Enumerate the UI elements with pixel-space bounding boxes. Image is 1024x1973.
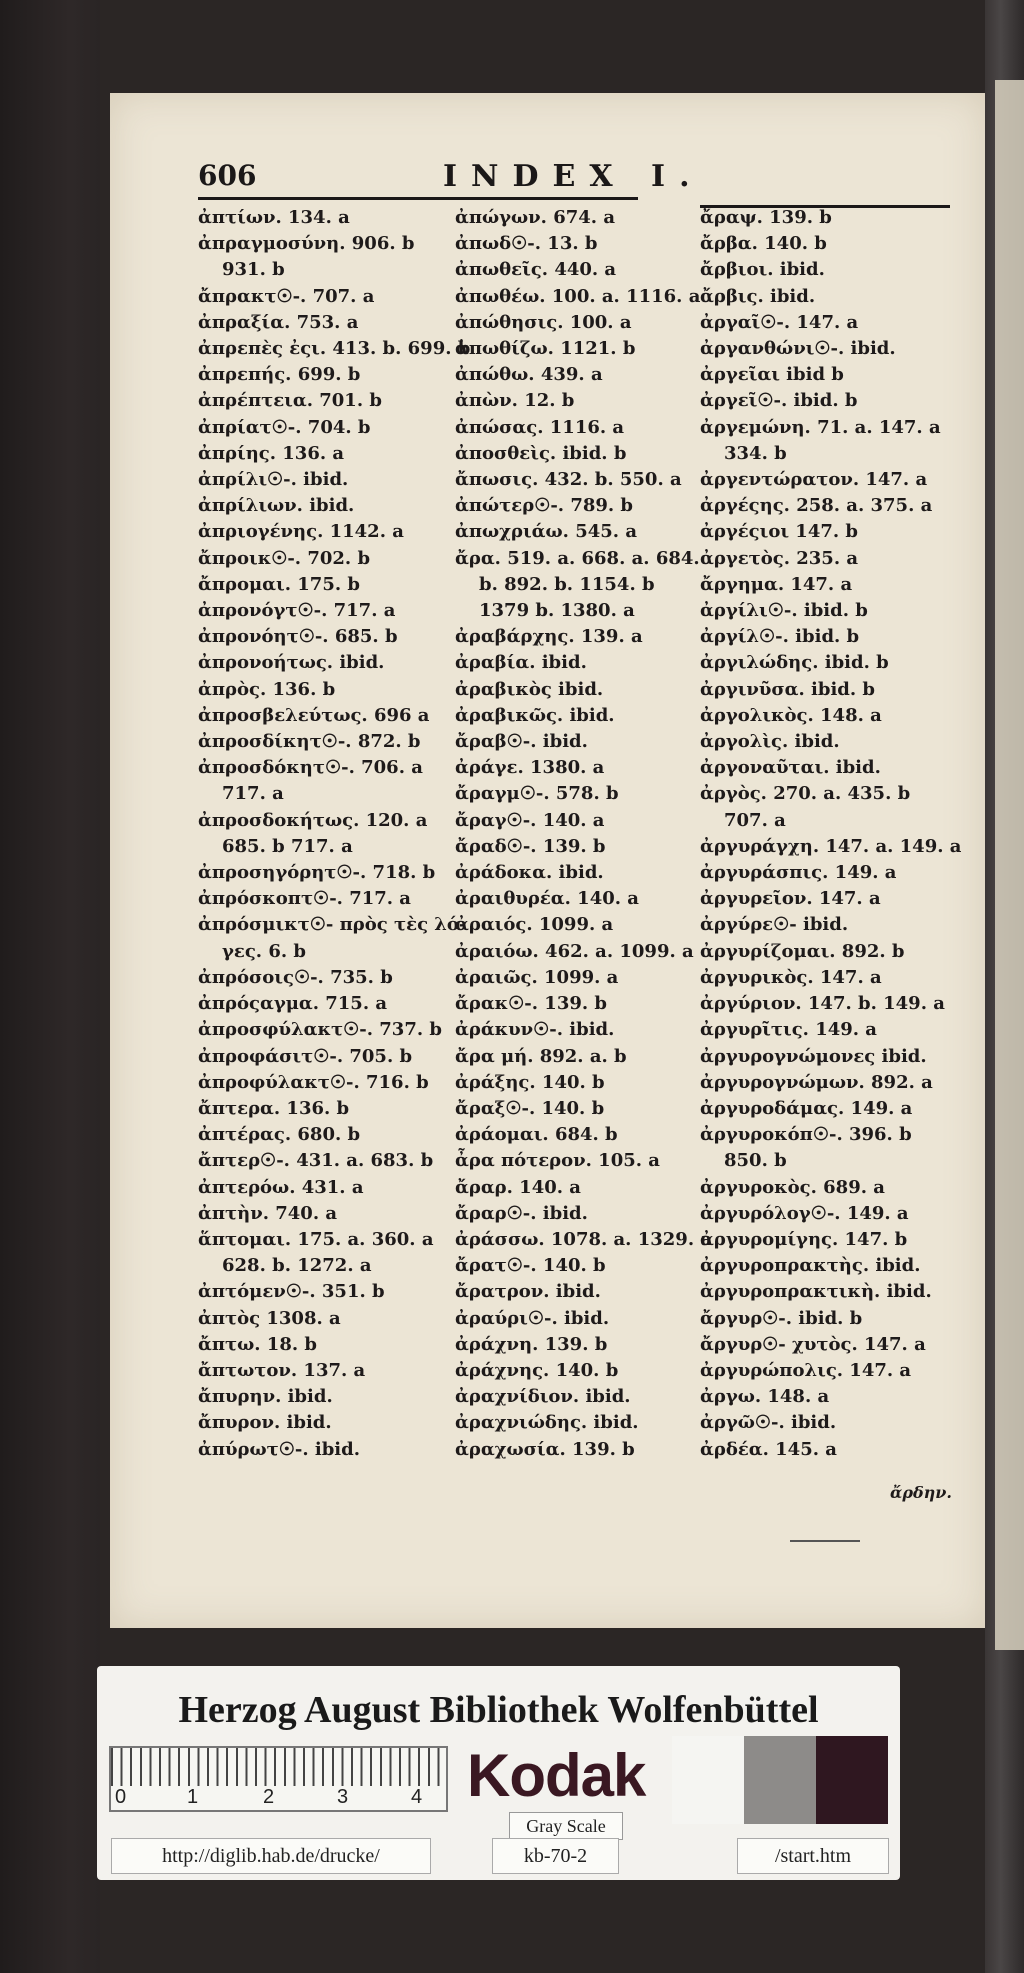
index-entry: ἀραβικὸς ibid.	[455, 678, 604, 700]
index-entry: ἀράκυν☉-. ibid.	[455, 1019, 615, 1041]
gray-swatch-dark	[816, 1736, 888, 1824]
index-entry: ἀργυροπρακτὴς. ibid.	[700, 1255, 921, 1277]
url-label-id: kb-70-2	[492, 1838, 619, 1874]
index-entry: ἀπτὸς 1308. a	[198, 1307, 341, 1329]
index-entry: ἄραψ. 139. b	[700, 207, 832, 228]
index-entry: ἀπτερόω. 431. a	[198, 1176, 364, 1198]
running-title: INDEX I.	[443, 159, 704, 194]
index-entry: b. 892. b. 1154. b	[479, 573, 655, 595]
ruler-number: 4	[411, 1786, 423, 1808]
index-entry: ἀργῶ☉-. ibid.	[700, 1412, 837, 1434]
index-entry: ἀργεντώρατον. 147. a	[700, 469, 928, 491]
ruler-number: 1	[187, 1786, 199, 1808]
index-entry: ἀπροφάσιτ☉-. 705. b	[198, 1045, 413, 1067]
index-entry: ἀράχνη. 139. b	[455, 1333, 608, 1355]
index-entry: ἀργυρόλογ☉-. 149. a	[700, 1202, 909, 1224]
index-entry: ἀπρόςαγμα. 715. a	[198, 993, 388, 1015]
index-entry: ἀράξης. 140. b	[455, 1071, 605, 1093]
index-entry: ἄραβ☉-. ibid.	[455, 731, 588, 753]
index-entry: ἀργυροκόπ☉-. 396. b	[700, 1124, 912, 1146]
index-entry: ἄρα. 519. a. 668. a. 684.	[455, 547, 700, 569]
index-entry: ἀργυροκὸς. 689. a	[700, 1176, 885, 1198]
index-entry: ἀράγε. 1380. a	[455, 757, 605, 779]
index-entry: ἀραιός. 1099. a	[455, 914, 614, 936]
index-entry: ἀργυράγχη. 147. a. 149. a	[700, 835, 962, 857]
index-entry: ἀπρόσκοπτ☉-. 717. a	[198, 888, 411, 910]
index-entry: ἄπροικ☉-. 702. b	[198, 547, 371, 569]
index-entry: ἀργυρῖτις. 149. a	[700, 1019, 877, 1041]
index-entry: ἄρβις. ibid.	[700, 285, 816, 307]
index-entry: ἀργιλώδης. ibid. b	[700, 652, 889, 674]
index-entry: ἄρατρον. ibid.	[455, 1281, 601, 1303]
index-entry: ἀργετὸς. 235. a	[700, 547, 859, 569]
index-entry: γες. 6. b	[222, 940, 306, 962]
index-entry: ἀραιόω. 462. a. 1099. a	[455, 940, 694, 962]
index-entry: ἀργίλ☉-. ibid. b	[700, 626, 860, 648]
url-label-left: http://diglib.hab.de/drucke/	[111, 1838, 431, 1874]
index-entry: ἀπρόσμικτ☉- πρὸς τὲς λό-	[198, 914, 467, 936]
color-target-card	[97, 1666, 900, 1880]
library-title: Herzog August Bibliothek Wolfenbüttel	[178, 1689, 819, 1731]
index-entry: 707. a	[724, 809, 786, 831]
index-entry: ἀπωθίζω. 1121. b	[455, 338, 636, 360]
index-entry: ἄπρακτ☉-. 707. a	[198, 285, 375, 307]
index-entry: ἀπρίλιων. ibid.	[198, 495, 355, 517]
index-entry: 1379 b. 1380. a	[479, 600, 635, 622]
index-entry: ἀπωθεῖς. 440. a	[455, 259, 617, 281]
index-entry: ἀργυροδάμας. 149. a	[700, 1097, 913, 1119]
index-entry: ἄπωσις. 432. b. 550. a	[455, 469, 682, 491]
index-entry: ἀργυρογνώμων. 892. a	[700, 1071, 933, 1093]
index-entry: ἀργυρεῖον. 147. a	[700, 888, 881, 910]
index-entry: ἀποσθεὶς. ibid. b	[455, 442, 627, 464]
index-entry: ἀραχνιώδης. ibid.	[455, 1412, 639, 1434]
catchword: ἄρδην.	[890, 1483, 952, 1502]
ruler-number: 3	[337, 1786, 349, 1808]
ruler-ticks	[111, 1748, 446, 1786]
index-entry: ἄργυρ☉- χυτὸς. 147. a	[700, 1333, 926, 1355]
index-entry: ἀργύριον. 147. b. 149. a	[700, 993, 945, 1015]
index-entry: ἄργημα. 147. a	[700, 573, 853, 595]
index-entry: ἀργεῖαι ibid b	[700, 364, 844, 386]
index-entry: ἄργυρ☉-. ibid. b	[700, 1307, 863, 1329]
index-entry: ἀπρὸς. 136. b	[198, 678, 336, 700]
index-entry: ἅπτομαι. 175. a. 360. a	[198, 1228, 434, 1250]
index-entry: ἀπρίλι☉-. ibid.	[198, 469, 349, 491]
index-entry: ἀπρονοήτως. ibid.	[198, 652, 385, 674]
index-entry: ἄπτωτον. 137. a	[198, 1359, 366, 1381]
index-entry: ἀργυράσπις. 149. a	[700, 862, 897, 884]
index-entry: ἀραιθυρέα. 140. a	[455, 888, 639, 910]
index-entry: ἀργυροπρακτικὴ. ibid.	[700, 1281, 932, 1303]
index-entry: ἀργέςιοι 147. b	[700, 521, 858, 543]
index-entry: ἄρατ☉-. 140. b	[455, 1255, 606, 1277]
index-entry: ἀράσσω. 1078. a. 1329. a	[455, 1228, 713, 1250]
index-entry: ἀπώσας. 1116. a	[455, 416, 625, 438]
index-entry: ἀραβία. ibid.	[455, 652, 587, 674]
index-entry: ἀργινῦσα. ibid. b	[700, 678, 876, 700]
index-entry: 628. b. 1272. a	[222, 1255, 372, 1277]
index-entry: ἀργεμώνη. 71. a. 147. a	[700, 416, 941, 438]
index-entry: ἀπροσδοκήτως. 120. a	[198, 809, 428, 831]
index-entry: ἄραρ. 140. a	[455, 1176, 581, 1198]
index-entry: ἄπτερ☉-. 431. a. 683. b	[198, 1150, 434, 1172]
index-entry: ἀργυρίζομαι. 892. b	[700, 940, 905, 962]
index-entry: ἀπώτερ☉-. 789. b	[455, 495, 634, 517]
index-entry: ἀργοναῦται. ibid.	[700, 757, 881, 779]
index-entry: ἄραρ☉-. ibid.	[455, 1202, 588, 1224]
index-entry: ἀπωθέω. 100. a. 1116. a	[455, 285, 701, 307]
index-entry: ἄπτερα. 136. b	[198, 1097, 350, 1119]
index-entry: ἀπώθησις. 100. a	[455, 311, 632, 333]
index-entry: ἀργω. 148. a	[700, 1386, 830, 1408]
index-entry: ἀπρεπὲς ἐςι. 413. b. 699. b	[198, 338, 471, 360]
index-entry: ἀργυρομίγης. 147. b	[700, 1228, 908, 1250]
index-entry: ἀράχνης. 140. b	[455, 1359, 619, 1381]
index-entry: ἀπτίων. 134. a	[198, 207, 350, 228]
adjacent-page-edge	[995, 80, 1024, 1650]
index-entry: ἀργυρικὸς. 147. a	[700, 966, 882, 988]
index-entry: ἄρβιοι. ibid.	[700, 259, 825, 281]
index-entry: ἀργυρώπολις. 147. a	[700, 1359, 912, 1381]
index-entry: ἀραβικῶς. ibid.	[455, 704, 615, 726]
index-entry: ἀργέςης. 258. a. 375. a	[700, 495, 933, 517]
index-entry: ἄπυρον. ibid.	[198, 1412, 332, 1434]
index-entry: ἀργίλι☉-. ibid. b	[700, 600, 868, 622]
index-entry: ἀράομαι. 684. b	[455, 1124, 618, 1146]
index-entry: ἀπὼν. 12. b	[455, 390, 575, 412]
index-entry: ἄραξ☉-. 140. b	[455, 1097, 605, 1119]
index-entry: 334. b	[724, 442, 787, 464]
index-entry: ἆρα πότερον. 105. a	[455, 1150, 660, 1172]
page-header	[198, 159, 958, 193]
index-entry: ἀργυρογνώμονες ibid.	[700, 1045, 927, 1067]
index-entry: ἀπωδ☉-. 13. b	[455, 233, 598, 255]
index-entry: ἀπροσφύλακτ☉-. 737. b	[198, 1019, 442, 1041]
url-label-right: /start.htm	[737, 1838, 889, 1874]
index-entry: ἀπτόμεν☉-. 351. b	[198, 1281, 385, 1303]
index-entry: ἀργολὶς. ibid.	[700, 731, 840, 753]
index-entry: ἀπύρωτ☉-. ibid.	[198, 1438, 360, 1460]
index-entry: ἀραύρι☉-. ibid.	[455, 1307, 610, 1329]
index-entry: ἀργὸς. 270. a. 435. b	[700, 783, 911, 805]
index-entry: 850. b	[724, 1150, 787, 1172]
page-number: 606	[198, 159, 257, 192]
ruler-number: 2	[263, 1786, 275, 1808]
index-entry: ἀραχωσία. 139. b	[455, 1438, 635, 1460]
index-entry: ἀπώγων. 674. a	[455, 207, 615, 228]
gray-scale-label: Gray Scale	[509, 1812, 623, 1840]
index-entry: ἀργανθώνι☉-. ibid.	[700, 338, 896, 360]
index-entry: ἀπροσβελεύτως. 696 a	[198, 704, 430, 726]
index-entry: 931. b	[222, 259, 285, 281]
kodak-logo: Kodak	[467, 1742, 646, 1809]
index-entry: ἀπροσδόκητ☉-. 706. a	[198, 757, 423, 779]
index-entry: ἀπώθω. 439. a	[455, 364, 603, 386]
index-entry: ἀραχνίδιον. ibid.	[455, 1386, 631, 1408]
index-entry: ἀπροφύλακτ☉-. 716. b	[198, 1071, 429, 1093]
index-entry: ἀπτέρας. 680. b	[198, 1124, 361, 1146]
index-entry: ἀργολικὸς. 148. a	[700, 704, 882, 726]
index-column-1	[198, 205, 471, 1463]
ornament-dash	[790, 1540, 860, 1542]
scale-ruler	[109, 1746, 448, 1812]
index-entry: ἀπρεπής. 699. b	[198, 364, 361, 386]
index-entry: ἄραγμ☉-. 578. b	[455, 783, 619, 805]
index-entry: ἀπρονόητ☉-. 685. b	[198, 626, 398, 648]
index-entry: 685. b 717. a	[222, 835, 353, 857]
index-entry: ἀραβάρχης. 139. a	[455, 626, 643, 648]
index-entry: ἄρακ☉-. 139. b	[455, 993, 607, 1015]
index-entry: ἀπραγμοσύνη. 906. b	[198, 233, 415, 255]
ruler-numbers	[111, 1786, 446, 1808]
index-entry: ἀργαῖ☉-. 147. a	[700, 311, 859, 333]
index-entry: ἀπτὴν. 740. a	[198, 1202, 338, 1224]
index-entry: 717. a	[222, 783, 284, 805]
index-entry: ἀπρόσοις☉-. 735. b	[198, 966, 393, 988]
index-entry: ἀπραξία. 753. a	[198, 311, 359, 333]
header-rule	[198, 197, 638, 200]
index-entry: ἀρδέα. 145. a	[700, 1438, 837, 1460]
index-entry: ἄραγ☉-. 140. a	[455, 809, 605, 831]
index-entry: ἀπροσηγόρητ☉-. 718. b	[198, 862, 436, 884]
index-entry: ἀργεῖ☉-. ibid. b	[700, 390, 858, 412]
index-entry: ἄπρομαι. 175. b	[198, 573, 360, 595]
gray-swatch-white	[672, 1736, 744, 1824]
index-column-2	[455, 205, 715, 1463]
index-entry: ἀραιῶς. 1099. a	[455, 966, 619, 988]
index-entry: ἄρα μή. 892. a. b	[455, 1045, 627, 1067]
index-entry: ἀπρέπτεια. 701. b	[198, 390, 382, 412]
index-entry: ἄπυρην. ibid.	[198, 1386, 333, 1408]
index-entry: ἄρβα. 140. b	[700, 233, 827, 255]
book-page	[110, 93, 985, 1628]
index-entry: ἄραδ☉-. 139. b	[455, 835, 606, 857]
index-entry: ἀράδοκα. ibid.	[455, 862, 604, 884]
index-entry: ἀπρίατ☉-. 704. b	[198, 416, 371, 438]
index-entry: ἀπρονόγτ☉-. 717. a	[198, 600, 396, 622]
index-entry: ἀπριογένης. 1142. a	[198, 521, 404, 543]
index-entry: ἀπροσδίκητ☉-. 872. b	[198, 731, 421, 753]
scanner-frame-left	[0, 0, 100, 1973]
index-entry: ἀπρίης. 136. a	[198, 442, 345, 464]
index-entry: ἀπωχριάω. 545. a	[455, 521, 637, 543]
gray-swatch-mid	[744, 1736, 816, 1824]
index-entry: ἄπτω. 18. b	[198, 1333, 317, 1355]
index-column-3	[700, 205, 960, 1463]
ruler-number: 0	[115, 1786, 127, 1808]
index-entry: ἀργύρε☉- ibid.	[700, 914, 849, 936]
